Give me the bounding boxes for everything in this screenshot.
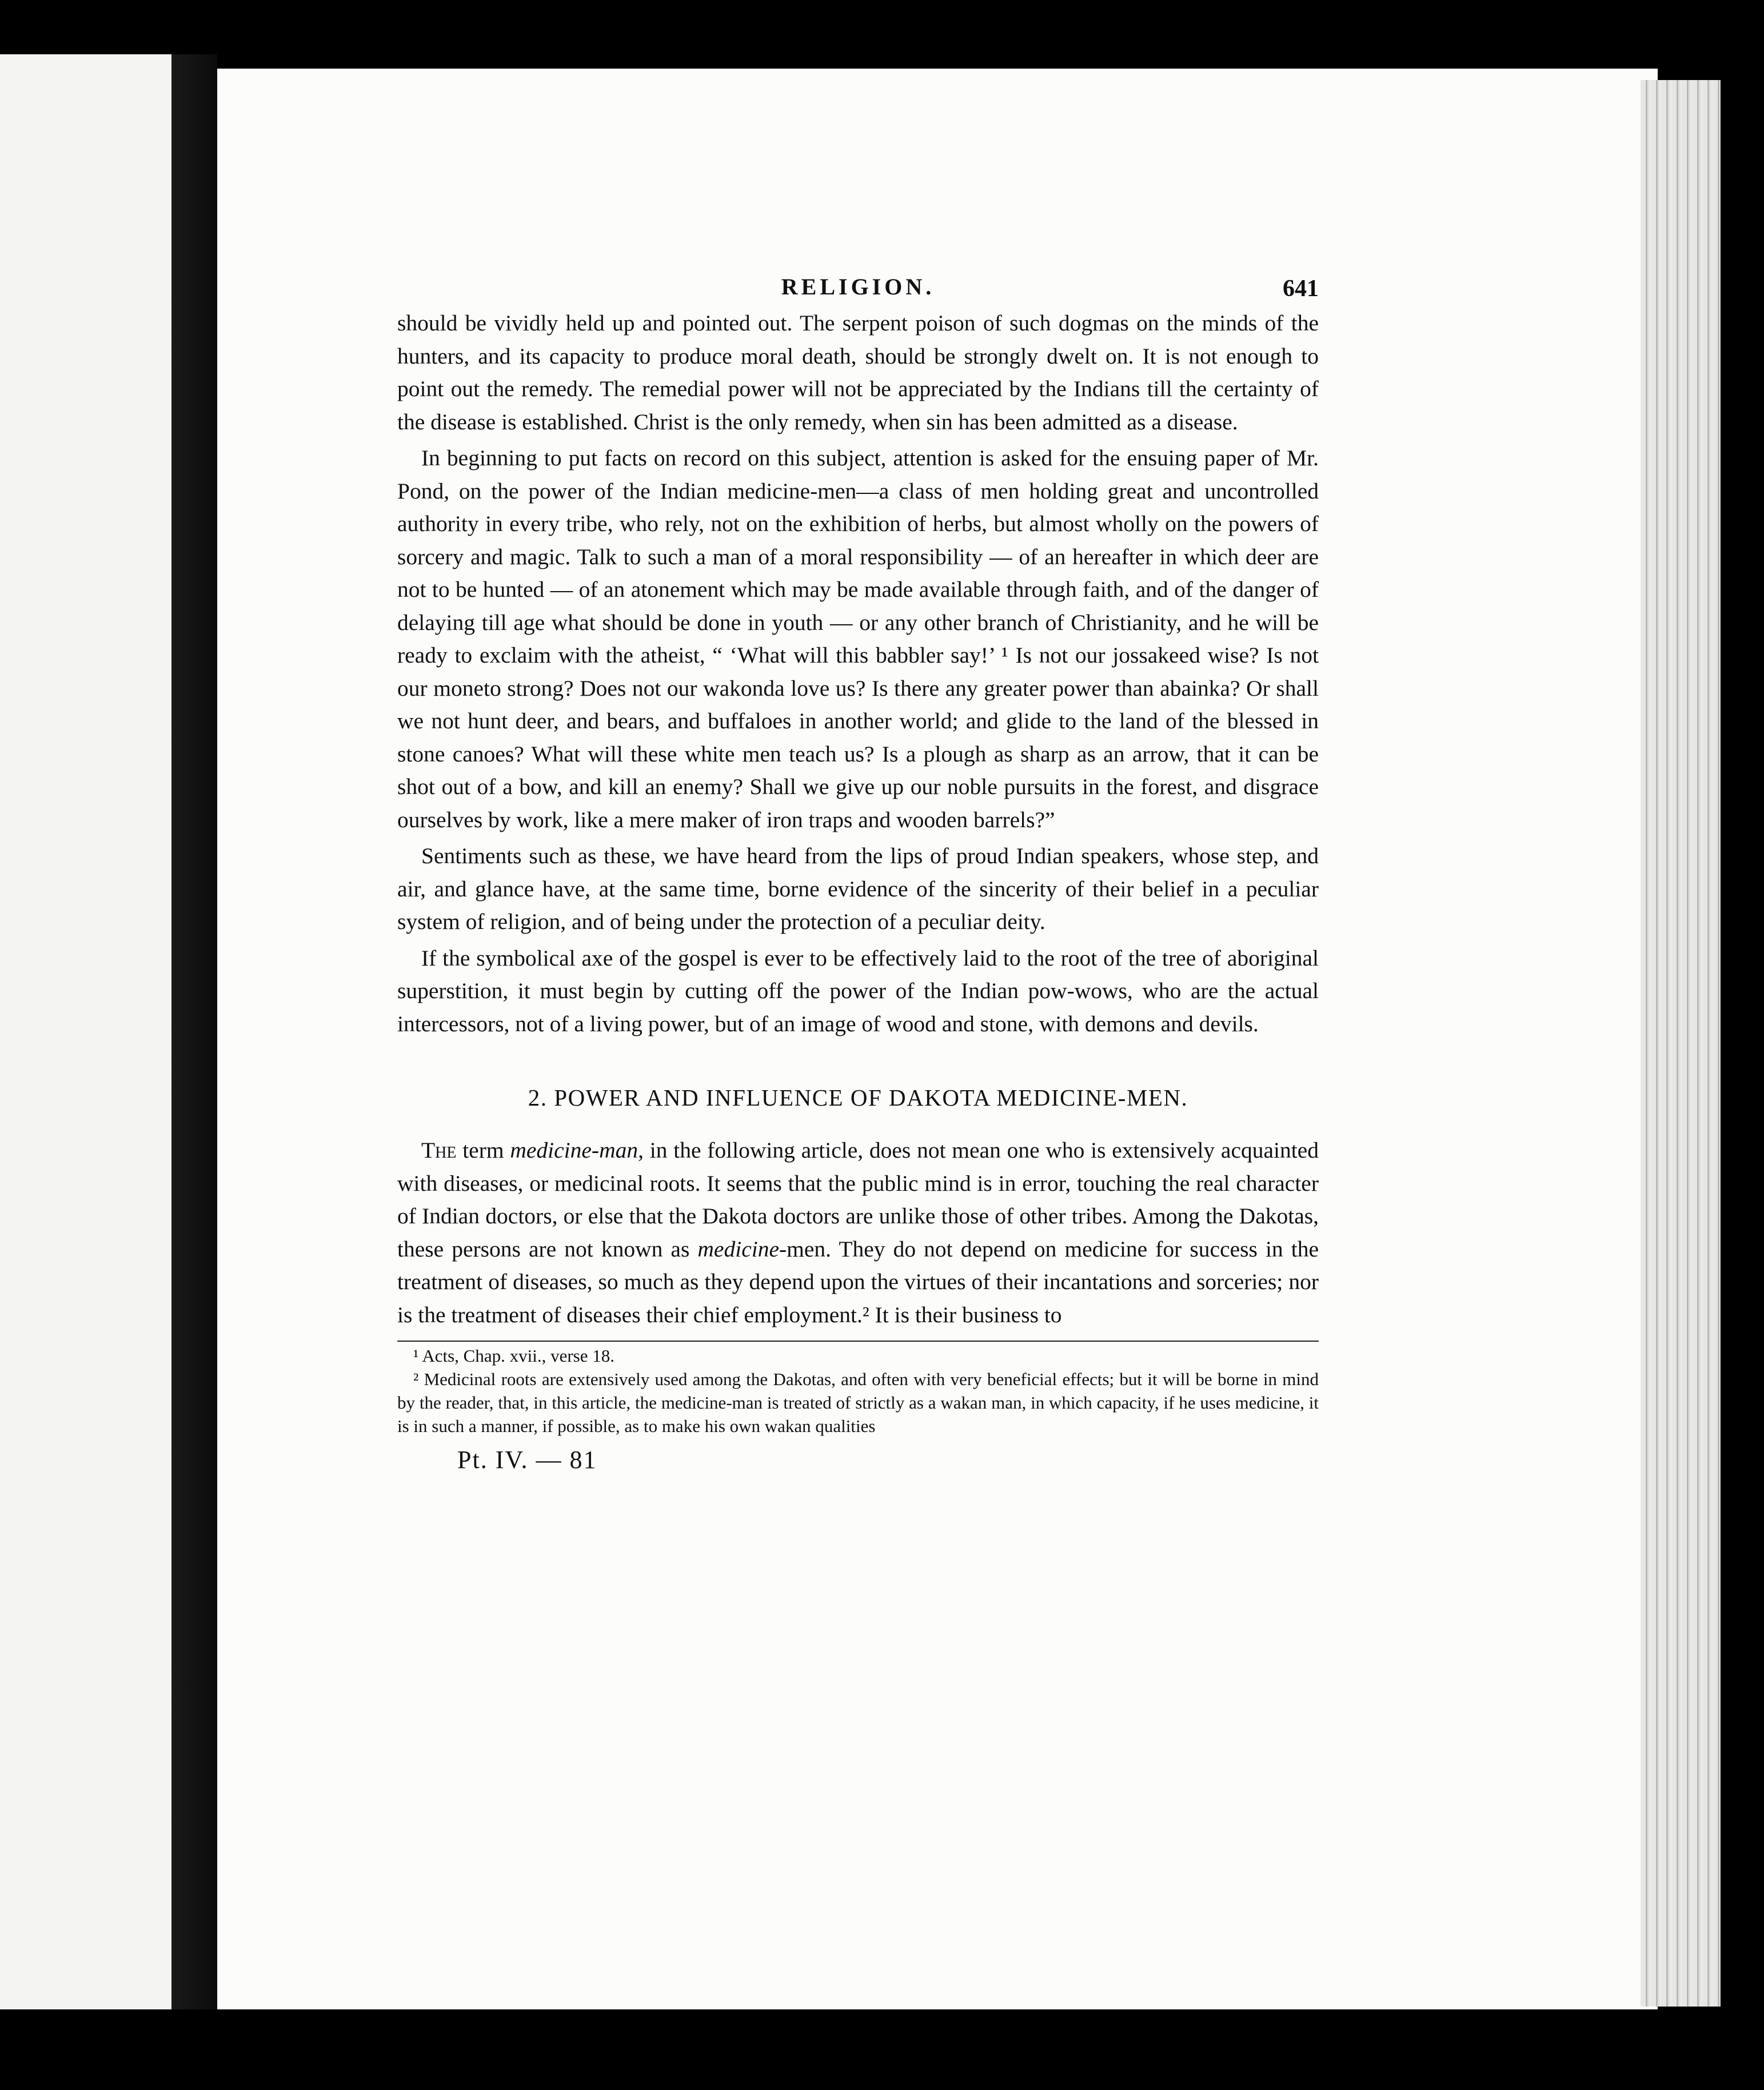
paragraph-symbolical-axe: If the symbolical axe of the gospel is ever to be effectively laid to the root of the tree of aboriginal superstition, it must begin by cutting off the power of the Indian pow-wows, who are the actual intercessors, not of a living power, but of an image of wood and stone, with demons and devils. xyxy=(397,945,1319,1036)
footnotes xyxy=(397,1344,1319,1438)
page-stack-edges xyxy=(1641,80,1721,2007)
section-heading: 2. POWER AND INFLUENCE OF DAKOTA MEDICINE-MEN. xyxy=(528,1084,1188,1111)
footnote-1: ¹ Acts, Chap. xvii., verse 18. xyxy=(413,1346,614,1366)
footnote-divider xyxy=(397,1341,1319,1342)
paragraph-medicine-men-intro: In beginning to put facts on record on this subject, attention is asked for the ensuing paper of Mr. Pond, on the power of the Indian medicine-men—a class of men holding great and uncontrolled authority in every tribe, who rely, not on the exhibition of herbs, but almost wholly on the powers of sorcery and magic. Talk to such a man of a moral responsibility — of an hereafter in which deer are not to be hunted — of an atonement which may be made available through faith, and of the danger of delaying till age what should be done in youth — or any other branch of Christianity, and he will be ready to exclaim with the atheist, “ ‘What will this babbler say!’ ¹ Is not our jossakeed wise? Is not our moneto strong? Does not our wakonda love us? Is there any greater power than abainka? Or shall we not hunt deer, and bears, and buffaloes in another world; and glide to the land of the blessed in stone canoes? What will these white men teach us? Is a plough as sharp as an arrow, that it can be shot out of a bow, and kill an enemy? Shall we give up our noble pursuits in the forest, and disgrace ourselves by work, like a mere maker of iron traps and wooden barrels?” xyxy=(397,445,1319,832)
page-number: 641 xyxy=(1283,276,1319,302)
paragraph-sentiments: Sentiments such as these, we have heard from the lips of proud Indian speakers, whose step, and air, and glance have, at the same time, borne evidence of the sincerity of their belief in a peculiar system of religion, and of being under the protection of a peculiar deity. xyxy=(397,843,1319,934)
book-gutter-shadow xyxy=(171,54,217,2009)
body-text-3: -men. They do not depend on medicine for success in the treatment of diseases, so much as they depend upon the virtues of their incantations and sorceries; nor is the treatment of diseases their chief employment.² It is their business to xyxy=(397,1236,1319,1327)
page-content xyxy=(397,266,1319,1477)
italic-term-medicine: medicine xyxy=(697,1236,779,1262)
italic-term-medicine-man: medicine-man xyxy=(510,1138,638,1163)
running-title: RELIGION. xyxy=(781,274,935,300)
paragraph-continuation: should be vividly held up and pointed out. The serpent poison of such dogmas on the minds of the hunters, and its capacity to produce moral death, should be strongly dwelt on. It is not enough to point out the remedy. The remedial power will not be appreciated by the Indians till the certainty of the disease is established. Christ is the only remedy, when sin has been admitted as a disease. xyxy=(397,310,1319,434)
signature-mark: Pt. IV. — 81 xyxy=(457,1446,597,1474)
paragraph-section-body xyxy=(397,1134,1319,1331)
opening-word: The xyxy=(421,1138,457,1163)
running-head xyxy=(397,266,1319,307)
footnote-2: ² Medicinal roots are extensively used among the Dakotas, and often with very beneficial effects; but it will be borne in mind by the reader, that, in this article, the medicine-man is treated of strictly as a wakan man, in which capacity, if he uses medicine, it is in such a manner, if possible, as to make his own wakan qualities xyxy=(397,1369,1319,1436)
previous-page-edge xyxy=(0,54,171,2009)
body-text-2: , in the following article, does not mean one who is extensively acquainted with diseases, or medicinal roots. It seems that the public mind is in error, touching the real character of Indian doctors, or else that the Dakota doctors are unlike those of other tribes. Among the Dakotas, these persons are not known as xyxy=(397,1138,1319,1262)
body-text-1: term xyxy=(456,1138,510,1163)
